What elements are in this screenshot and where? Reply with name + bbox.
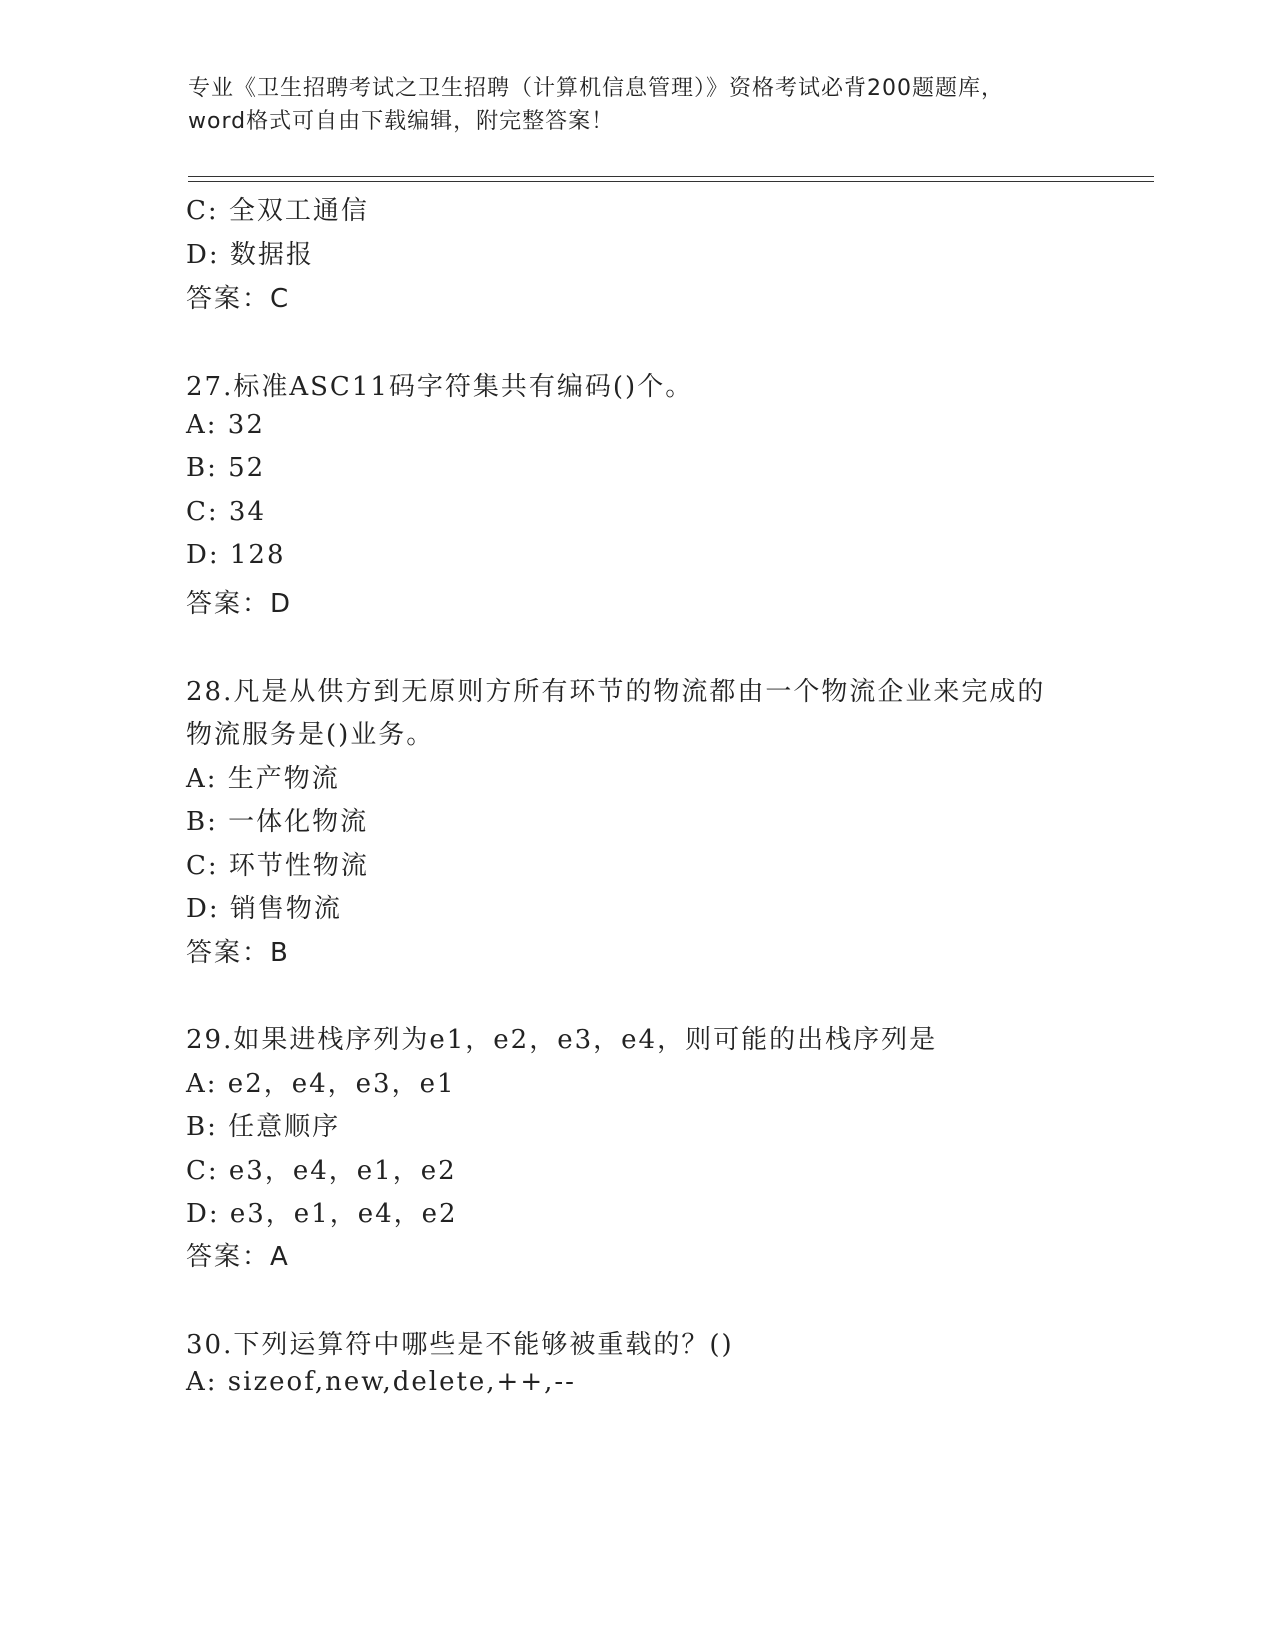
q26-option-c: C: 全双工通信 <box>186 196 369 226</box>
q26-option-d: D: 数据报 <box>186 240 314 270</box>
q28-stem-line-1: 28.凡是从供方到无原则方所有环节的物流都由一个物流企业来完成的 <box>186 677 1046 707</box>
q28-stem-line-2: 物流服务是()业务。 <box>186 720 435 750</box>
q30-option-a: A: sizeof,new,delete,++,-- <box>186 1367 576 1397</box>
q28-answer: 答案：B <box>186 938 290 968</box>
q28-option-a: A: 生产物流 <box>186 764 340 794</box>
q28-option-c: C: 环节性物流 <box>186 851 369 881</box>
q30-stem: 30.下列运算符中哪些是不能够被重载的？() <box>186 1330 734 1360</box>
q27-option-c: C: 34 <box>186 497 267 527</box>
q27-option-d: D: 128 <box>186 540 286 570</box>
q29-answer: 答案：A <box>186 1242 290 1272</box>
q29-option-c: C: e3，e4，e1，e2 <box>186 1156 457 1186</box>
q29-option-b: B: 任意顺序 <box>186 1112 341 1142</box>
document-header <box>188 72 1088 138</box>
q28-option-b: B: 一体化物流 <box>186 807 369 837</box>
q28-option-d: D: 销售物流 <box>186 894 342 924</box>
q29-stem: 29.如果进栈序列为e1，e2，e3，e4，则可能的出栈序列是 <box>186 1025 938 1055</box>
q26-answer: 答案：C <box>186 284 291 314</box>
q27-answer: 答案：D <box>186 589 293 619</box>
q27-stem: 27.标准ASC11码字符集共有编码()个。 <box>186 372 694 402</box>
header-divider-top <box>188 176 1154 177</box>
q29-option-a: A: e2，e4，e3，e1 <box>186 1069 456 1099</box>
header-divider-bottom <box>188 181 1154 182</box>
header-line-1: 专业《卫生招聘考试之卫生招聘（计算机信息管理）》资格考试必背200题题库， <box>188 76 1004 101</box>
q29-option-d: D: e3，e1，e4，e2 <box>186 1199 458 1229</box>
q27-option-a: A: 32 <box>186 410 265 440</box>
header-line-2: word格式可自由下载编辑，附完整答案！ <box>188 109 615 134</box>
q27-option-b: B: 52 <box>186 453 266 483</box>
